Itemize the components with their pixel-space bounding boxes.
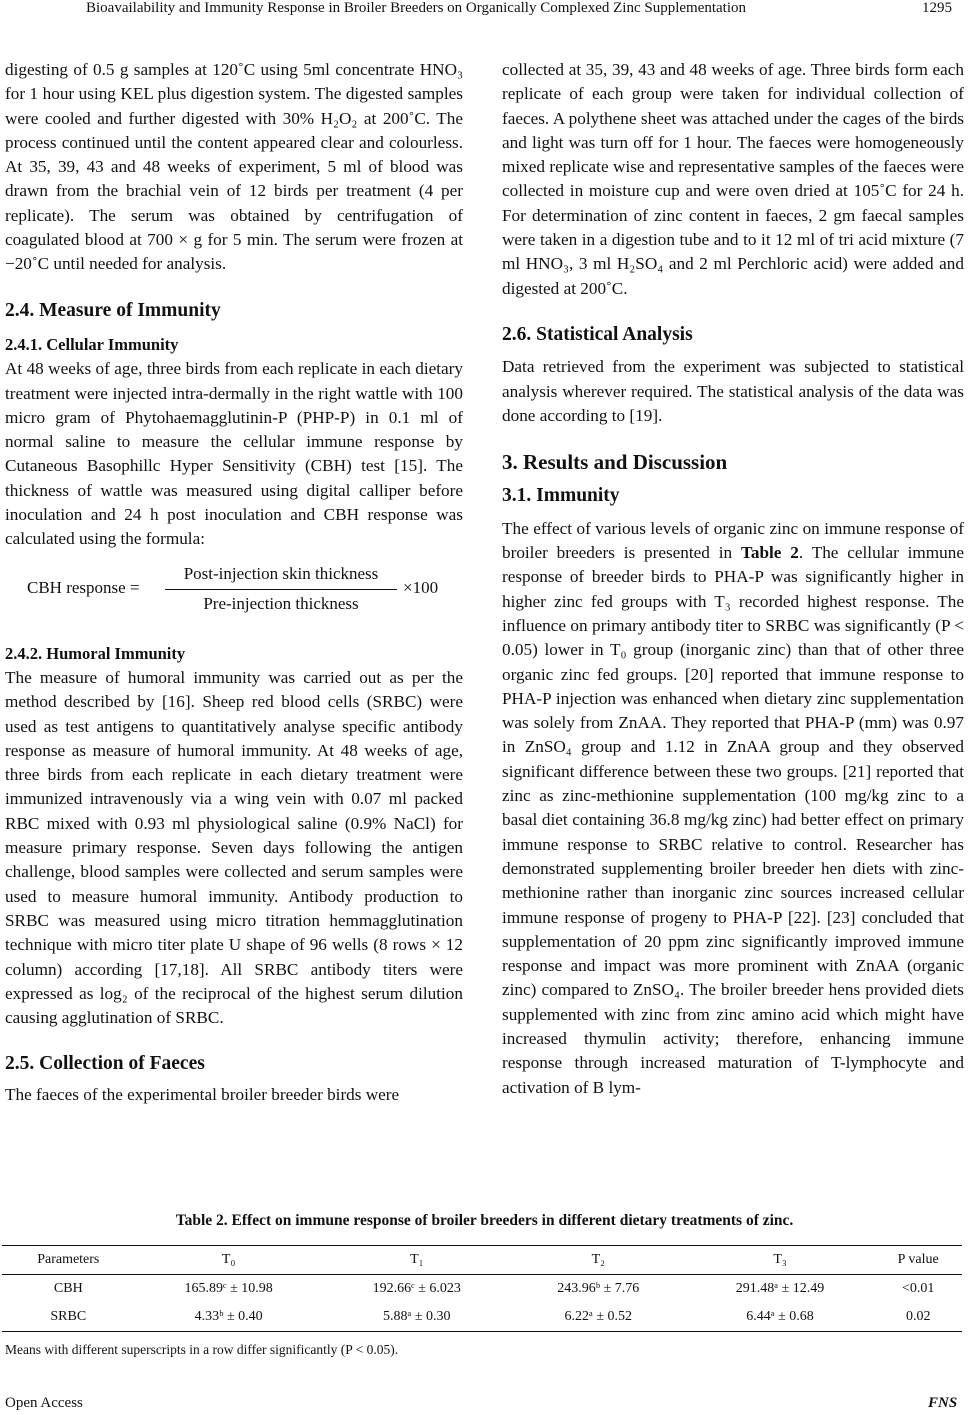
table-footnote: Means with different superscripts in a row differ significantly (P < 0.05).	[5, 1342, 399, 1357]
faeces-paragraph: The faeces of the experimental broiler breeder birds were	[5, 1084, 400, 1104]
table-row	[2, 1275, 962, 1304]
results-text-a: The effect of various levels of organic zinc on immune response of broiler breeders is presented in	[502, 518, 964, 563]
table-caption: Table 2. Effect on immune response of broiler breeders in different dietary treatments of zinc.	[175, 1212, 794, 1229]
right-column	[502, 58, 964, 1100]
subsection-heading-immunity: 3.1. Immunity	[502, 485, 620, 507]
page-number: 1295	[922, 0, 952, 16]
table-2-reference[interactable]: Table 2	[740, 543, 799, 563]
table-cell: 5.88ᵃ ± 0.30	[383, 1309, 451, 1324]
column-header: T₀	[221, 1252, 236, 1267]
table-cell: SRBC	[50, 1309, 87, 1324]
section-heading-faeces: 2.5. Collection of Faeces	[5, 1053, 205, 1075]
column-header: P value	[897, 1252, 939, 1267]
table-cell: 291.48ᵃ ± 12.49	[735, 1281, 825, 1296]
table-cell: 243.96ᵇ ± 7.76	[557, 1281, 640, 1296]
faeces-paragraph-continued: collected at 35, 39, 43 and 48 weeks of age. Three birds form each replicate of each group were taken for individual collection of faeces. A polythene sheet was attached under the cages of the birds and light was turn off for 1 hour. The faeces were homogeneously mixed replicate wise and representative samples of the faeces were collected in moisture cup and were oven dried at 105˚C for 24 h. For determination of zinc content in faeces, 2 gm faecal samples were taken in a digestion tube and to it 12 ml of tri acid mixture (7 ml HNO₃, 3 ml H₂SO₄ and 2 ml Perchloric acid) were added and digested at 200˚C.	[502, 60, 964, 298]
running-title: Bioavailability and Immunity Response in Broiler Breeders on Organically Complexed Zinc Supplementation	[86, 0, 747, 16]
section-heading-statistics: 2.6. Statistical Analysis	[502, 323, 693, 345]
formula-denominator: Pre-injection thickness	[203, 593, 359, 613]
formula-numerator: Post-injection skin thickness	[183, 563, 379, 583]
formula-multiplier: ×100	[403, 577, 439, 597]
results-paragraph	[502, 517, 964, 1100]
statistics-paragraph: Data retrieved from the experiment was subjected to statistical analysis wherever required. The statistical analysis of the data was done according to [19].	[502, 357, 964, 425]
fraction-bar	[165, 589, 397, 590]
table-cell: 6.44ᵃ ± 0.68	[746, 1309, 814, 1324]
journal-abbreviation: FNS	[928, 1395, 958, 1411]
column-header: T₁	[410, 1252, 424, 1267]
cbh-formula	[5, 562, 463, 620]
results-text-b: . The cellular immune response of breeder birds to PHA-P was significantly higher in higher zinc fed groups with T₃ recorded highest response. The influence on primary antibody titer to SRBC was significantly (P < 0.05) lower in T₀ group (inorganic zinc) than that of other three organic zinc fed groups. [20] reported that immune response to PHA-P injection was enhanced when dietary zinc supplementation was solely from ZnAA. They reported that PHA-P (mm) was 0.97 in ZnSO₄ group and 1.12 in ZnAA group and they observed significant difference between these two groups. [21] reported that zinc as zinc-methionine supplementation (100 mg/kg zinc to a basal diet containing 36.8 mg/kg zinc) had better effect on primary immune response to SRBC relative to control. Researcher has demonstrated supplementing broiler breeder hen diets with zinc-methionine rather than inorganic zinc sources increased cellular immune response of progeny to PHA-P [22]. [23] concluded that supplementation of 20 ppm zinc significantly improved immune response and impact was more prominent with ZnAA (organic zinc) compared to ZnSO₄. The broiler breeder hens provided diets supplemented with zinc from zinc amino acid which might have increased thymulin activity; therefore, enhancing immune response through increased maturation of T-lymphocyte and activation of B lym-	[502, 543, 964, 1097]
table-cell: 6.22ᵃ ± 0.52	[564, 1309, 633, 1324]
section-heading-results: 3. Results and Discussion	[502, 450, 728, 475]
table-cell: <0.01	[901, 1281, 935, 1296]
table-cell: 0.02	[905, 1309, 931, 1324]
column-header: Parameters	[37, 1252, 100, 1267]
formula-lhs: CBH response =	[27, 577, 140, 597]
table-cell: CBH	[53, 1281, 83, 1296]
subsection-heading-cellular: 2.4.1. Cellular Immunity	[5, 334, 179, 354]
intro-paragraph: digesting of 0.5 g samples at 120˚C using 5ml concentrate HNO₃ for 1 hour using KEL plus digestion system. The digested samples were cooled and further digested with 30% H₂O₂ at 200˚C. The process continued until the content appeared clear and colourless. At 35, 39, 43 and 48 weeks of experiment, 5 ml of blood was drawn from the brachial vein of 12 birds per treatment (4 per replicate). The serum was obtained by centrifugation of coagulated blood at 700 × g for 5 min. The serum were frozen at −20˚C until needed for analysis.	[5, 60, 463, 274]
subsection-heading-humoral: 2.4.2. Humoral Immunity	[5, 643, 186, 663]
section-heading-immunity: 2.4. Measure of Immunity	[5, 299, 221, 321]
immune-response-table	[2, 1245, 962, 1332]
humoral-paragraph: The measure of humoral immunity was carried out as per the method described by [16]. Sheep red blood cells (SRBC) were used as test antigens to quantitatively analyse specific antibody response as measure of humoral immunity. At 48 weeks of age, three birds from each replicate in each dietary treatment were immunized intravenously via a wing vein with 0.07 ml packed RBC mixed with 0.93 ml physiological saline (0.9% NaCl) for measure primary response. Seven days following the antigen challenge, blood samples were collected and serum samples were used to measure humoral immunity. Antibody production to SRBC was measured using micro titration hemmagglutination technique with micro titer plate U shape of 96 wells (8 rows × 12 column) according [17,18]. All SRBC antibody titers were expressed as log₂ of the reciprocal of the highest serum dilution causing agglutination of SRBC.	[5, 667, 463, 1028]
column-header: T₃	[773, 1252, 787, 1267]
page-footer	[0, 1395, 969, 1415]
open-access-label: Open Access	[5, 1395, 83, 1411]
cellular-paragraph: At 48 weeks of age, three birds from each replicate in each dietary treatment were injected intra-dermally in the right wattle with 100 micro gram of Phytohaemagglutinin-P (PHP-P) in 0.1 ml of normal saline to measure the cellular immune response by Cutaneous Basophillc Hyper Sensitivity (CBH) test [15]. The thickness of wattle was measured using digital calliper before inoculation and 24 h post inoculation and CBH response was calculated using the formula:	[5, 359, 463, 549]
column-header: T₂	[591, 1252, 605, 1267]
table-header-row	[2, 1246, 962, 1275]
table-cell: 165.89ᶜ ± 10.98	[184, 1281, 273, 1296]
table-row	[2, 1303, 962, 1332]
table-cell: 192.66ᶜ ± 6.023	[372, 1281, 461, 1296]
page-header	[0, 0, 969, 22]
table-cell: 4.33ᵇ ± 0.40	[194, 1309, 263, 1324]
left-column	[5, 58, 463, 1107]
